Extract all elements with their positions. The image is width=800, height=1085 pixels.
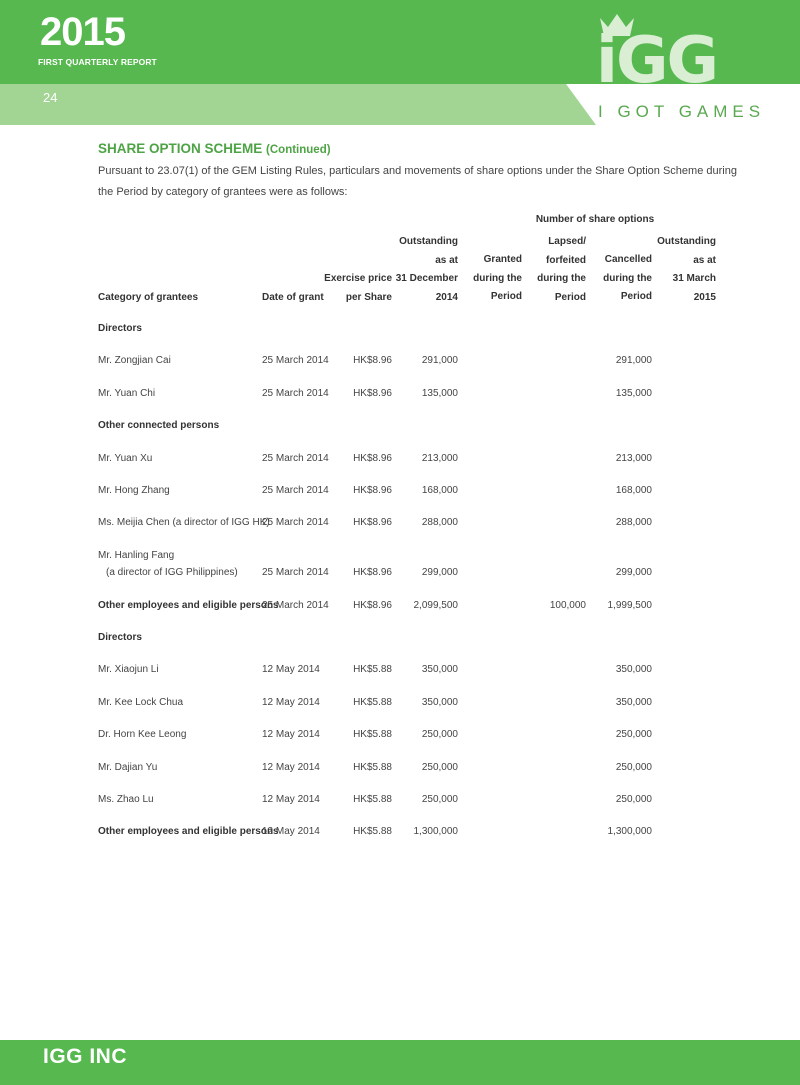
cell-date: 12 May 2014 (262, 762, 320, 773)
cell-outstanding: 299,000 (421, 567, 458, 578)
cell-outstanding: 213,000 (421, 453, 458, 464)
cell-date: 12 May 2014 (262, 664, 320, 675)
cell-cancelled: 350,000 (615, 664, 652, 675)
cell-cancelled: 350,000 (615, 697, 652, 708)
grantee-name: Mr. Xiaojun Li (98, 664, 159, 675)
cell-outstanding: 288,000 (421, 517, 458, 528)
cell-outstanding: 350,000 (421, 697, 458, 708)
cell-cancelled: 135,000 (615, 388, 652, 399)
header-date: Date of grant (262, 292, 324, 303)
header-price (322, 270, 392, 307)
cell-price: HK$5.88 (353, 729, 392, 740)
header-line: during the (473, 272, 522, 284)
header-price-line: Exercise price (324, 273, 392, 284)
cell-price: HK$8.96 (353, 485, 392, 496)
cell-outstanding: 250,000 (421, 729, 458, 740)
cell-price: HK$5.88 (353, 826, 392, 837)
cell-price: HK$8.96 (353, 600, 392, 611)
cell-price: HK$8.96 (353, 453, 392, 464)
cell-price: HK$5.88 (353, 697, 392, 708)
header-line: 2014 (435, 291, 458, 303)
cell-lapsed: 100,000 (549, 600, 586, 611)
cell-date: 25 March 2014 (262, 453, 329, 464)
grantee-name: Mr. Hong Zhang (98, 485, 170, 496)
cell-date: 25 March 2014 (262, 567, 329, 578)
cell-cancelled: 213,000 (615, 453, 652, 464)
grantee-name: Other employees and eligible persons (98, 826, 279, 837)
grantee-name: Ms. Zhao Lu (98, 794, 154, 805)
grantee-name: Mr. Yuan Chi (98, 388, 156, 399)
intro-paragraph: Pursuant to 23.07(1) of the GEM Listing Rules, particulars and movements of share options under the Share Option Scheme during the Period by category of grantees were as follows: (98, 165, 737, 198)
cell-cancelled: 288,000 (615, 517, 652, 528)
header-line: Period (620, 291, 652, 302)
cell-cancelled: 291,000 (615, 355, 652, 366)
cell-price: HK$5.88 (353, 762, 392, 773)
grantee-name: Ms. Meijia Chen (a director of IGG HK) (98, 517, 270, 528)
grantee-name: Mr. Yuan Xu (98, 453, 153, 464)
cell-date: 25 March 2014 (262, 600, 329, 611)
section-title-text: SHARE OPTION SCHEME (98, 141, 263, 156)
grantee-name: Mr. Hanling Fang (98, 550, 175, 561)
header-line: Cancelled (604, 254, 652, 265)
cell-price: HK$8.96 (353, 517, 392, 528)
grantee-name: Mr. Dajian Yu (98, 762, 158, 773)
header-line: Lapsed/ (548, 236, 586, 247)
cell-date: 25 March 2014 (262, 355, 329, 366)
header-price-line: per Share (345, 291, 392, 303)
header-line: 31 March (672, 273, 716, 284)
cell-cancelled: 1,300,000 (607, 826, 652, 837)
header-line: during the (603, 272, 652, 284)
section-continued: (Continued) (266, 144, 331, 156)
header-line: Period (490, 291, 522, 302)
header-line: Outstanding (399, 236, 458, 247)
header-line: Period (554, 291, 586, 303)
footer-company: IGG INC (43, 1045, 128, 1068)
header-outstanding-end (646, 233, 716, 307)
cell-date: 12 May 2014 (262, 729, 320, 740)
cell-price: HK$5.88 (353, 794, 392, 805)
cell-cancelled: 168,000 (615, 485, 652, 496)
cell-price: HK$8.96 (353, 355, 392, 366)
grantee-name: Dr. Horn Kee Leong (98, 729, 187, 740)
header-granted (452, 251, 522, 307)
cell-outstanding: 350,000 (421, 664, 458, 675)
report-year: 2015 (40, 10, 125, 54)
cell-price: HK$5.88 (353, 664, 392, 675)
header-line: as at (435, 254, 458, 266)
report-type: FIRST QUARTERLY REPORT (38, 57, 157, 67)
cell-cancelled: 299,000 (615, 567, 652, 578)
header-cancelled (582, 251, 652, 307)
group-header: Number of share options (535, 214, 655, 225)
header-category: Category of grantees (98, 292, 199, 303)
header-line: Outstanding (657, 236, 716, 247)
cell-date: 25 March 2014 (262, 517, 329, 528)
grantee-name-detail: (a director of IGG Philippines) (106, 567, 238, 578)
header-outstanding-start (388, 233, 458, 307)
header-lapsed (516, 233, 586, 307)
cell-outstanding: 1,300,000 (413, 826, 458, 837)
company-logo: iGG (596, 24, 717, 98)
section-title (98, 141, 331, 156)
cell-outstanding: 2,099,500 (413, 600, 458, 611)
cell-outstanding: 168,000 (421, 485, 458, 496)
category-heading: Directors (98, 632, 142, 643)
cell-date: 25 March 2014 (262, 388, 329, 399)
cell-cancelled: 250,000 (615, 762, 652, 773)
category-heading: Directors (98, 323, 142, 334)
header-line: during the (537, 273, 586, 284)
cell-outstanding: 250,000 (421, 762, 458, 773)
cell-outstanding: 135,000 (421, 388, 458, 399)
header-line: 2015 (693, 291, 716, 303)
header-line: as at (693, 254, 716, 266)
cell-date: 12 May 2014 (262, 697, 320, 708)
cell-cancelled: 250,000 (615, 729, 652, 740)
cell-price: HK$8.96 (353, 567, 392, 578)
grantee-name: Other employees and eligible persons (98, 600, 279, 611)
header-line: 31 December (395, 273, 458, 284)
grantee-name: Mr. Zongjian Cai (98, 355, 171, 366)
cell-outstanding: 250,000 (421, 794, 458, 805)
page-number: 24 (43, 90, 58, 105)
header-line: Granted (483, 254, 522, 265)
header-line: forfeited (546, 254, 586, 266)
category-heading: Other connected persons (98, 420, 220, 431)
cell-outstanding: 291,000 (421, 355, 458, 366)
logo-tagline: I GOT GAMES (598, 102, 766, 121)
cell-cancelled: 250,000 (615, 794, 652, 805)
cell-cancelled: 1,999,500 (607, 600, 652, 611)
cell-price: HK$8.96 (353, 388, 392, 399)
cell-date: 25 March 2014 (262, 485, 329, 496)
grantee-name: Mr. Kee Lock Chua (98, 697, 184, 708)
cell-date: 12 May 2014 (262, 826, 320, 837)
cell-date: 12 May 2014 (262, 794, 320, 805)
